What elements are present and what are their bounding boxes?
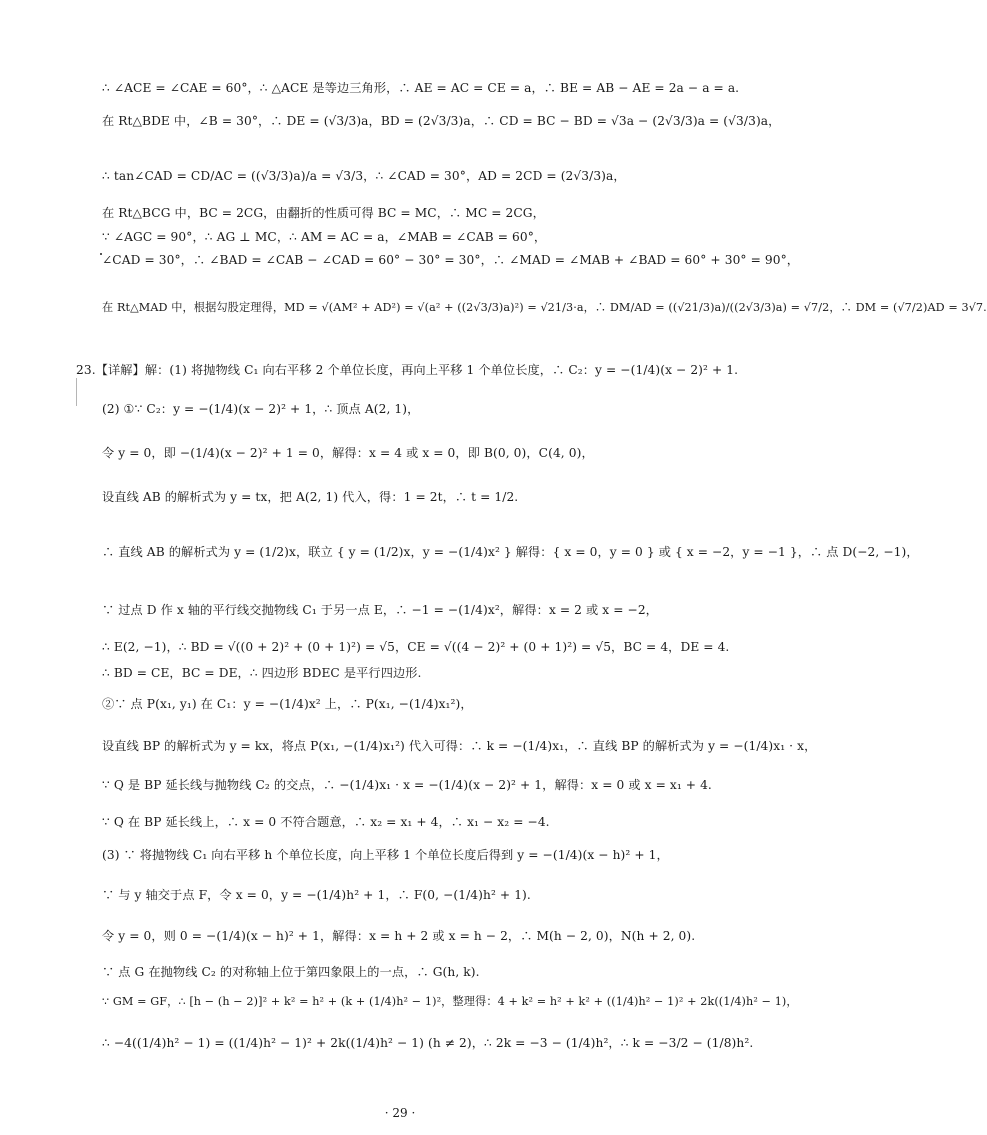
solution-line: ∴ ∠ACE = ∠CAE = 60°，∴ △ACE 是等边三角形，∴ AE = AC = CE = a，∴ BE = AB − AE = 2a − a = a.: [102, 81, 740, 95]
solution-line: ∴ E(2, −1)，∴ BD = √((0 + 2)² + (0 + 1)²) = √5，CE = √((4 − 2)² + (0 + 1)²) = √5，BC = 4，DE = 4.: [102, 640, 730, 654]
solution-line: 令 y = 0，即 −(1/4)(x − 2)² + 1 = 0，解得：x = 4 或 x = 0，即 B(0, 0)，C(4, 0)，: [102, 446, 594, 460]
question-margin-bar: [76, 378, 77, 406]
solution-line: ∵ ∠AGC = 90°，∴ AG ⊥ MC，∴ AM = AC = a，∠MAB = ∠CAB = 60°，: [102, 230, 547, 244]
solution-line: ∴ −4((1/4)h² − 1) = ((1/4)h² − 1)² + 2k((1/4)h² − 1) (h ≠ 2)，∴ 2k = −3 − (1/4)h²，∴ k = −3/2 − (1/8)h².: [102, 1036, 754, 1050]
solution-line: ∴ BD = CE，BC = DE，∴ 四边形 BDEC 是平行四边形.: [102, 666, 422, 680]
solution-line: 令 y = 0，则 0 = −(1/4)(x − h)² + 1，解得：x = h + 2 或 x = h − 2，∴ M(h − 2, 0)，N(h + 2, 0).: [102, 929, 696, 943]
solution-line: ∵ GM = GF，∴ [h − (h − 2)]² + k² = h² + (k + (1/4)h² − 1)²，整理得：4 + k² = h² + k² + ((1/4)h² − 1)² + 2k((1/4)h² − 1)，: [102, 995, 798, 1008]
solution-line: (2) ①∵ C₂：y = −(1/4)(x − 2)² + 1，∴ 顶点 A(2, 1)，: [102, 402, 420, 416]
solution-line: 在 Rt△BCG 中，BC = 2CG，由翻折的性质可得 BC = MC，∴ MC = 2CG，: [102, 206, 545, 220]
solution-line: ∴ tan∠CAD = CD/AC = ((√3/3)a)/a = √3/3，∴ ∠CAD = 30°，AD = 2CD = (2√3/3)a，: [102, 169, 626, 183]
solution-line: 设直线 AB 的解析式为 y = tx，把 A(2, 1) 代入，得：1 = 2t，∴ t = 1/2.: [102, 490, 519, 504]
solution-line: 在 Rt△MAD 中，根据勾股定理得，MD = √(AM² + AD²) = √(a² + ((2√3/3)a)²) = √21/3·a，∴ DM/AD = ((√21/3)a)/((2√3/3)a) = √7/2，∴ DM = (√7/2)AD = 3√7.: [102, 301, 987, 314]
solution-line: ∵ 过点 D 作 x 轴的平行线交抛物线 C₁ 于另一点 E，∴ −1 = −(1/4)x²，解得：x = 2 或 x = −2，: [102, 603, 658, 617]
solution-line: (3) ∵ 将抛物线 C₁ 向右平移 h 个单位长度，向上平移 1 个单位长度后得到 y = −(1/4)(x − h)² + 1，: [102, 848, 669, 862]
page-number: · 29 ·: [384, 1106, 416, 1120]
solution-line: 设直线 BP 的解析式为 y = kx，将点 P(x₁, −(1/4)x₁²) 代入可得：∴ k = −(1/4)x₁，∴ 直线 BP 的解析式为 y = −(1/4)x₁ · x，: [102, 739, 817, 753]
question-heading: 23.【详解】解：(1) 将抛物线 C₁ 向右平移 2 个单位长度，再向上平移 1 个单位长度，∴ C₂：y = −(1/4)(x − 2)² + 1.: [76, 363, 739, 377]
solution-line: ∵ Q 在 BP 延长线上，∴ x = 0 不符合题意，∴ x₂ = x₁ + 4，∴ x₁ − x₂ = −4.: [102, 815, 550, 829]
solution-line: ∵ 点 G 在抛物线 C₂ 的对称轴上位于第四象限上的一点，∴ G(h, k).: [102, 965, 480, 979]
solution-line: ∴ 直线 AB 的解析式为 y = (1/2)x，联立 { y = (1/2)x，y = −(1/4)x² } 解得：{ x = 0，y = 0 } 或 { x = −2，y = −1 }，∴ 点 D(−2, −1)，: [102, 545, 919, 559]
solution-line: ∵ 与 y 轴交于点 F，令 x = 0，y = −(1/4)h² + 1，∴ F(0, −(1/4)h² + 1).: [102, 888, 531, 902]
solution-line: ∵ Q 是 BP 延长线与抛物线 C₂ 的交点，∴ −(1/4)x₁ · x = −(1/4)(x − 2)² + 1，解得：x = 0 或 x = x₁ + 4.: [102, 778, 712, 792]
solution-line: ②∵ 点 P(x₁, y₁) 在 C₁：y = −(1/4)x² 上，∴ P(x₁, −(1/4)x₁²)，: [102, 697, 473, 711]
solution-line: ∠CAD = 30°，∴ ∠BAD = ∠CAB − ∠CAD = 60° − 30° = 30°，∴ ∠MAD = ∠MAB + ∠BAD = 60° + 30° = 90°，: [102, 253, 800, 267]
solution-line: 在 Rt△BDE 中，∠B = 30°，∴ DE = (√3/3)a，BD = (2√3/3)a，∴ CD = BC − BD = √3a − (2√3/3)a = (√3/3)a，: [102, 114, 781, 128]
